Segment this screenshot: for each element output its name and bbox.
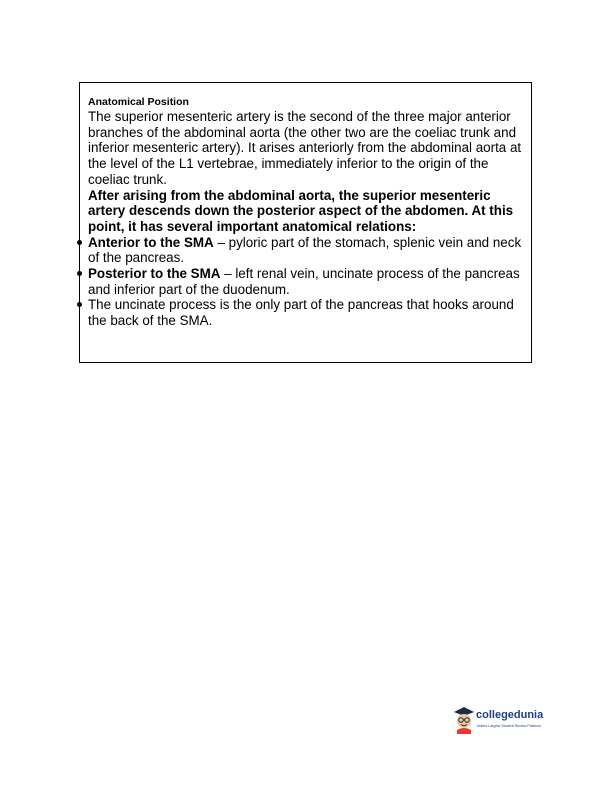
list-item — [88, 297, 528, 328]
section-heading: Anatomical Position — [88, 96, 189, 108]
content-box — [79, 82, 532, 363]
relations-list — [88, 235, 528, 329]
list-item — [88, 235, 528, 266]
bullet-icon — [77, 302, 82, 307]
list-item-text: – pyloric part of the stomach, splenic vein and neck of the pancreas. — [88, 234, 522, 266]
logo-wordmark: collegedunia — [476, 709, 544, 721]
intro-paragraph: The superior mesenteric artery is the second of the three major anterior branches of the abdominal aorta (the other two are the coeliac trunk and inferior mesenteric artery). It arises anteriorly from the abdominal aorta at the level of the L1 vertebrae, immediately inferior to the origin of the coeliac trunk. — [88, 109, 522, 187]
collegedunia-logo — [452, 704, 562, 736]
list-item-text: The uncinate process is the only part of the pancreas that hooks around the back of the SMA. — [88, 297, 514, 329]
list-item-lead: Anterior to the SMA — [88, 234, 214, 250]
bullet-icon — [77, 271, 82, 276]
content-inner — [88, 95, 528, 329]
list-item — [88, 266, 528, 297]
graduate-mascot-icon — [452, 704, 476, 734]
list-item-text: – left renal vein, uncinate process of the pancreas and inferior part of the duodenum. — [88, 266, 520, 297]
logo-tagline: India's Largest Student Review Platform — [477, 724, 541, 728]
relations-paragraph: After arising from the abdominal aorta, the superior mesenteric artery descends down the posterior aspect of the abdomen. At this point, it has several important anatomical relations: — [88, 187, 514, 234]
list-item-lead: Posterior to the SMA — [88, 266, 221, 282]
bullet-icon — [77, 240, 82, 245]
